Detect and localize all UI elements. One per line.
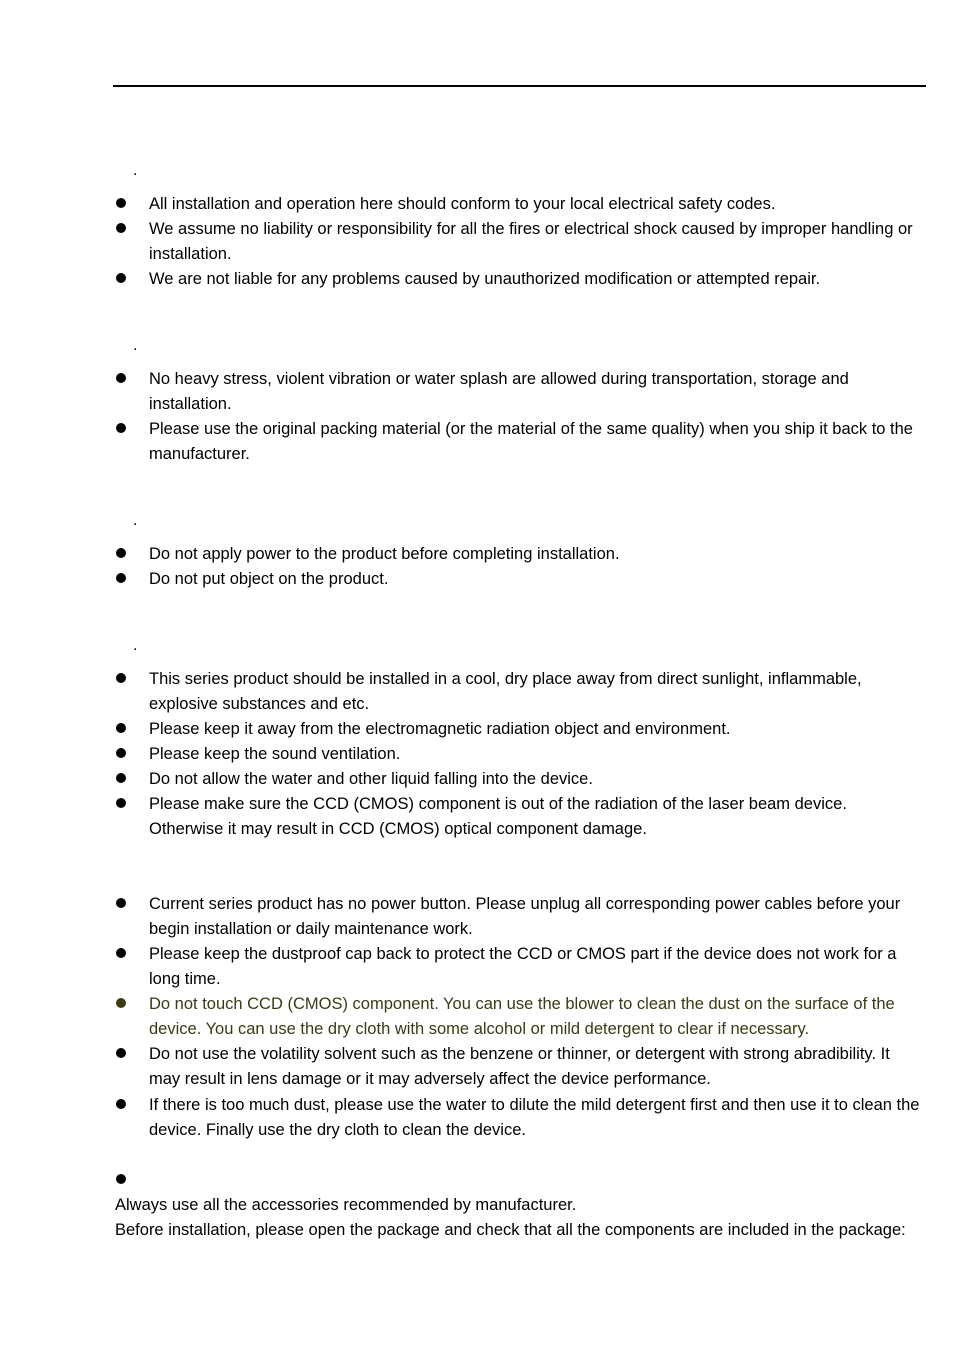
list-item: This series product should be installed in a cool, dry place away from direct sunlight, inflammable, explosive substances and etc. [149,670,862,713]
list-item: No heavy stress, violent vibration or water splash are allowed during transportation, storage and installation. [149,370,849,413]
list-item: Please keep the dustproof cap back to protect the CCD or CMOS part if the device does not work for a long time. [149,945,897,988]
bullet-icon [116,998,126,1008]
list-item: Do not put object on the product. [149,570,389,588]
list-item: If there is too much dust, please use the water to dilute the mild detergent first and then use it to clean the device. Finally use the dry cloth to clean the device. [149,1096,920,1139]
bullet-icon [116,1048,126,1058]
list-item-highlighted: Do not touch CCD (CMOS) component. You can use the blower to clean the dust on the surface of the device. You can use the dry cloth with some alcohol or mild detergent to clear if necessary. [149,995,895,1038]
bullet-icon [116,373,126,383]
list-item: Please make sure the CCD (CMOS) component is out of the radiation of the laser beam device. Otherwise it may result in CCD (CMOS) optical component damage. [149,795,847,838]
section-marker: . [133,162,138,179]
list-item: All installation and operation here should conform to your local electrical safety codes. [149,195,776,213]
bullet-icon [116,748,126,758]
list-item: We assume no liability or responsibility for all the fires or electrical shock caused by improper handling or installation. [149,220,913,263]
list-item: Current series product has no power button. Please unplug all corresponding power cables before your begin installation or daily maintenance work. [149,895,901,938]
package-check-note: Before installation, please open the package and check that all the components are included in the package: [115,1221,906,1239]
bullet-icon [116,198,126,208]
list-item: Please use the original packing material (or the material of the same quality) when you ship it back to the manufacturer. [149,420,913,463]
bullet-icon [116,773,126,783]
section-marker: . [133,637,138,654]
bullet-icon [116,273,126,283]
list-item: Please keep the sound ventilation. [149,745,401,763]
bullet-icon [116,423,126,433]
bullet-icon [116,898,126,908]
section-marker: . [133,337,138,354]
list-item: Do not apply power to the product before completing installation. [149,545,620,563]
section-marker: . [133,512,138,529]
bullet-icon [116,673,126,683]
header-rule [113,85,926,87]
bullet-icon [116,573,126,583]
bullet-icon [116,1099,126,1109]
bullet-icon [116,798,126,808]
list-item: We are not liable for any problems caused by unauthorized modification or attempted repair. [149,270,821,288]
bullet-icon [116,1174,126,1184]
bullet-icon [116,548,126,558]
list-item: Please keep it away from the electromagnetic radiation object and environment. [149,720,731,738]
bullet-icon [116,223,126,233]
bullet-icon [116,723,126,733]
list-item: Do not use the volatility solvent such as the benzene or thinner, or detergent with strong abradibility. It may result in lens damage or it may adversely affect the device performance. [149,1045,890,1088]
accessories-note: Always use all the accessories recommended by manufacturer. [115,1196,577,1214]
list-item: Do not allow the water and other liquid falling into the device. [149,770,593,788]
bullet-icon [116,948,126,958]
